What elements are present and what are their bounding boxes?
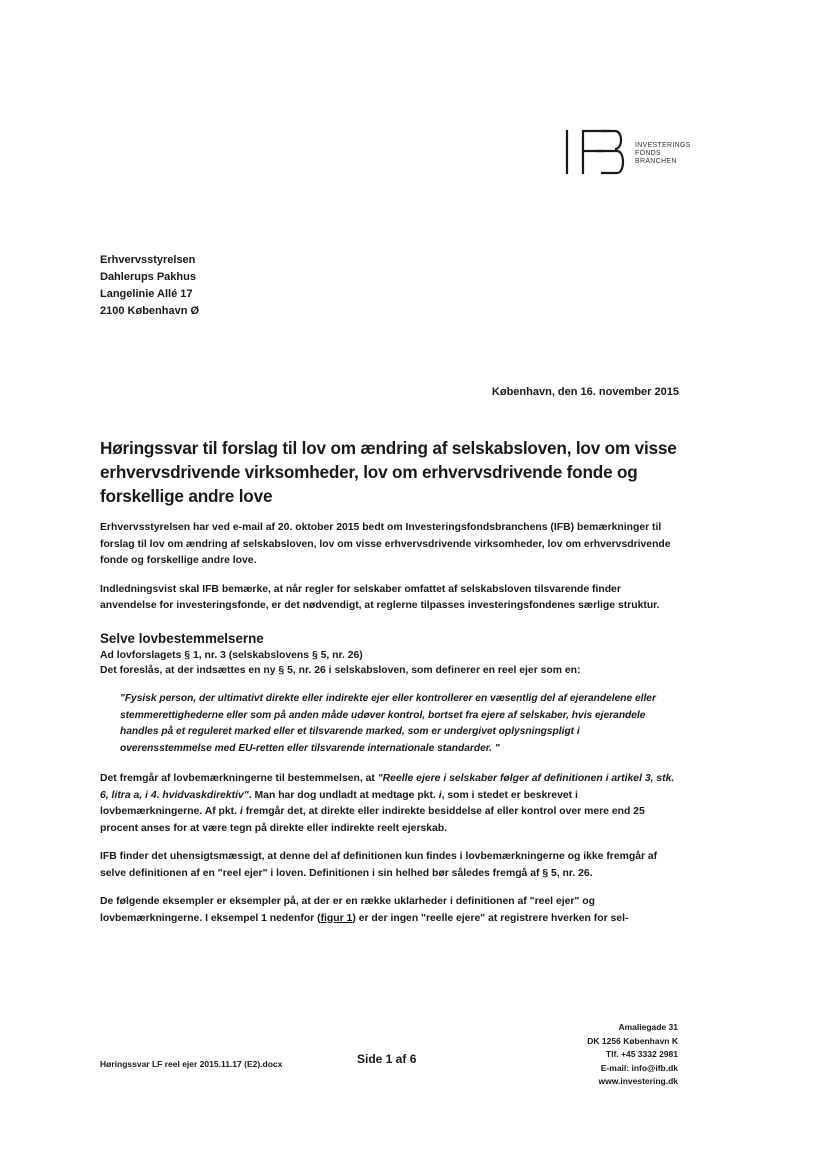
remarks-text-b: . Man har dog undladt at medtage pkt. — [248, 789, 439, 801]
ifb-logo-mark-icon — [565, 127, 631, 177]
remarks-quote: "Reelle ejere i selskaber følger af definitionen i artikel 3, stk. 6, litra a, i 4. hvidvaskdirektiv" — [100, 773, 675, 801]
footer-phone: Tlf. +45 3332 2981 — [605, 1049, 678, 1059]
section-subheading: Ad lovforslagets § 1, nr. 3 (selskabslovens § 5, nr. 26) — [100, 649, 363, 661]
remarks-item-i-2: i — [239, 806, 243, 817]
logo-text-line-2: FONDS — [635, 150, 661, 157]
definition-quote: "Fysisk person, der ultimativt direkte eller indirekte ejer eller kontrollerer en væsentlig del af ejerandelene eller stemmerettighederne eller som på anden måde udøver kontrol, bortset fra ejere af selskaber, hvis ejerandele handles på et reguleret marked eller et tilsvarende marked, som er undergivet oplysningspligt i overensstemmelse med EU-retten eller tilsvarende internationale standarder. " — [120, 693, 656, 754]
remarks-text-d: fremgår det, at direkte eller indirekte besiddelse af eller kontrol over mere end 25 procent anses for at være tegn på direkte eller indirekte reelt ejerskab. — [100, 806, 645, 834]
examples-text-b: ) er der ingen "reelle ejere" at registrere hverken for sel- — [352, 912, 629, 924]
footer-email[interactable]: E-mail: info@ifb.dk — [600, 1062, 678, 1073]
logo-text-line-1: INVESTERINGS — [635, 142, 691, 149]
paragraph-intro: Erhvervsstyrelsen har ved e-mail af 20. oktober 2015 bedt om Investeringsfondsbranchens (IFB) bemærkninger til forslag til lov om ændring af selskabsloven, lov om visse erhvervsdrivende virksomheder, lov om erhvervsdrivende fonde og forskellige andre love. — [100, 522, 671, 566]
remarks-text-c: , som i stedet er beskrevet i lovbemærkningerne. Af pkt. — [100, 789, 578, 817]
figure-1-link[interactable]: figur 1 — [320, 912, 353, 924]
footer-address-2: DK 1256 København K — [587, 1035, 678, 1046]
recipient-line2: Dahlerups Pakhus — [100, 271, 196, 283]
section-heading: Selve lovbestemmelserne — [100, 630, 264, 646]
paragraph-remarks — [100, 771, 680, 837]
paragraph-proposal: Det foreslås, at der indsættes en ny § 5, nr. 26 i selskabsloven, som definerer en reel ejer som en: — [100, 664, 581, 676]
footer-page-number: Side 1 af 6 — [357, 1052, 417, 1066]
paragraph-preliminary: Indledningsvist skal IFB bemærke, at når regler for selskaber omfattet af selskabsloven tilsvarende finder anvendelse for investeringsfonde, er det nødvendigt, at reglerne tilpasses investeringsfondenes særlige struktur. — [100, 583, 660, 611]
paragraph-ifb-opinion: IFB finder det uhensigtsmæssigt, at denne del af definitionen kun findes i lovbemærkningerne og ikke fremgår af selve definitionen af en "reel ejer" i loven. Definitionen i sin helhed bør således fremgå af § 5, nr. 26. — [100, 851, 658, 879]
examples-text-a: De følgende eksempler er eksempler på, at der er en række uklarheder i definitionen af "reel ejer" og lovbemærkningerne. I eksempel 1 nedenfor ( — [100, 896, 595, 924]
recipient-street: Langelinie Allé 17 — [100, 288, 193, 300]
paragraph-examples — [100, 894, 680, 927]
document-body — [100, 520, 680, 939]
recipient-city: 2100 København Ø — [100, 305, 200, 317]
footer-website[interactable]: www.investering.dk — [598, 1076, 678, 1086]
footer-filename: Høringssvar LF reel ejer 2015.11.17 (E2).docx — [100, 1059, 283, 1069]
ifb-logo — [565, 127, 705, 177]
document-title: Høringssvar til forslag til lov om ændring af selskabsloven, lov om visse erhvervsdrivende virksomheder, lov om erhvervsdrivende fonde og forskellige andre love — [100, 438, 677, 506]
recipient-name: Erhvervsstyrelsen — [100, 254, 196, 266]
remarks-text-a: Det fremgår af lovbemærkningerne til bestemmelsen, at — [100, 773, 378, 784]
recipient-address — [100, 252, 199, 320]
letter-date: København, den 16. november 2015 — [491, 386, 679, 398]
footer-address-1: Amaliegade 31 — [618, 1022, 678, 1032]
remarks-item-i-1: i — [438, 789, 442, 801]
logo-text-line-3: BRANCHEN — [635, 158, 677, 165]
footer-contact — [587, 1021, 678, 1089]
